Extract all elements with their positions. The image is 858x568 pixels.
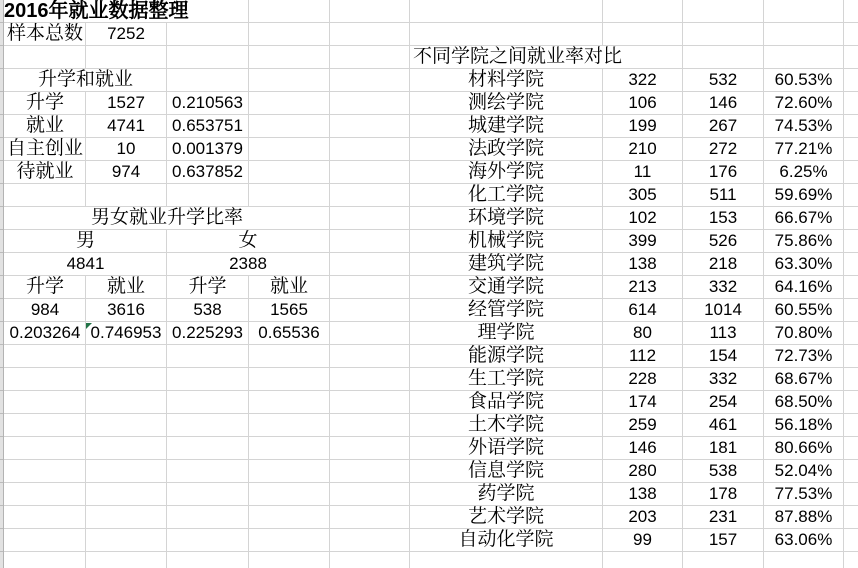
cell-college-total[interactable]: 461 <box>708 415 738 434</box>
cell-category-ratio[interactable]: 0.653751 <box>172 116 243 135</box>
cell-college-name[interactable]: 环境学院 <box>467 207 544 228</box>
cell-college-name[interactable]: 外语学院 <box>467 437 544 458</box>
cell-college-total[interactable]: 526 <box>708 231 738 250</box>
cell-college-total[interactable]: 332 <box>708 369 738 388</box>
cell-college-rate[interactable]: 68.67% <box>774 369 833 388</box>
cell-college-rate[interactable]: 6.25% <box>779 162 828 181</box>
cell-college-name[interactable]: 食品学院 <box>467 391 544 412</box>
cell-college-rate[interactable]: 59.69% <box>774 185 833 204</box>
cell-category-label[interactable]: 自主创业 <box>6 138 83 159</box>
cell-category-count[interactable]: 4741 <box>107 116 145 135</box>
cell-category-label[interactable]: 升学 <box>25 92 64 113</box>
cell-gender-subheader[interactable]: 就业 <box>106 276 145 297</box>
table-row <box>0 299 858 322</box>
error-indicator-icon <box>86 323 92 329</box>
table-row <box>0 207 858 230</box>
table-row <box>0 253 858 276</box>
cell-college-name[interactable]: 建筑学院 <box>467 253 544 274</box>
cell-college-employed[interactable]: 80 <box>633 323 652 342</box>
cell-college-rate[interactable]: 72.60% <box>774 93 833 112</box>
cell-college-employed[interactable]: 203 <box>628 507 657 526</box>
cell-college-employed[interactable]: 399 <box>628 231 657 250</box>
table-row <box>0 414 858 437</box>
cell-college-employed[interactable]: 11 <box>633 162 652 181</box>
cell-college-rate[interactable]: 68.50% <box>774 392 833 411</box>
cell-college-employed[interactable]: 99 <box>633 530 652 549</box>
cell-college-total[interactable]: 254 <box>708 392 738 411</box>
row-header-edge <box>0 0 4 568</box>
cell-college-rate[interactable]: 72.73% <box>774 346 833 365</box>
table-row <box>0 345 858 368</box>
cell-college-name[interactable]: 法政学院 <box>467 138 544 159</box>
cell-college-rate[interactable]: 60.53% <box>774 70 833 89</box>
cell-category-ratio[interactable]: 0.210563 <box>172 93 243 112</box>
cell-college-total[interactable]: 113 <box>709 323 737 342</box>
cell-college-name[interactable]: 能源学院 <box>467 345 544 366</box>
cell-category-label[interactable]: 就业 <box>25 115 64 136</box>
cell-college-employed[interactable]: 174 <box>628 392 657 411</box>
cell-college-total[interactable]: 1014 <box>704 300 742 319</box>
cell-college-name[interactable]: 海外学院 <box>467 161 544 182</box>
table-row <box>0 161 858 184</box>
cell-college-rate[interactable]: 66.67% <box>774 208 833 227</box>
cell-college-total[interactable]: 178 <box>708 484 738 503</box>
cell-category-count[interactable]: 10 <box>116 139 136 158</box>
table-row <box>0 230 858 253</box>
table-row <box>0 138 858 161</box>
cell-college-employed[interactable]: 138 <box>628 484 657 503</box>
cell-college-rate[interactable]: 87.88% <box>774 507 833 526</box>
cell-college-name[interactable]: 艺术学院 <box>467 506 544 527</box>
cell-college-employed[interactable]: 138 <box>628 254 657 273</box>
cell-college-total[interactable]: 511 <box>709 185 737 204</box>
cell-gender-subheader[interactable]: 升学 <box>25 276 64 297</box>
cell-college-name[interactable]: 信息学院 <box>467 460 544 481</box>
cell-college-rate[interactable]: 77.53% <box>774 484 833 503</box>
cell-college-rate[interactable]: 52.04% <box>774 461 833 480</box>
cell-college-rate[interactable]: 75.86% <box>774 231 833 250</box>
table-row <box>0 460 858 483</box>
cell-college-employed[interactable]: 112 <box>628 346 657 365</box>
cell-college-rate[interactable]: 63.30% <box>774 254 833 273</box>
table-row <box>0 69 858 92</box>
table-row <box>0 322 858 345</box>
cell-gender-count[interactable]: 984 <box>30 300 60 319</box>
cell-college-rate[interactable]: 60.55% <box>774 300 833 319</box>
cell-gender-subheader[interactable]: 升学 <box>188 276 227 297</box>
cell-college-employed[interactable]: 280 <box>628 461 657 480</box>
cell-college-employed[interactable]: 614 <box>628 300 657 319</box>
table-row <box>0 184 858 207</box>
cell-college-employed[interactable]: 259 <box>628 415 657 434</box>
cell-college-employed[interactable]: 146 <box>628 438 657 457</box>
cell-sample-value[interactable]: 7252 <box>107 24 145 43</box>
cell-category-label[interactable]: 待就业 <box>16 161 74 182</box>
cell-college-rate[interactable]: 74.53% <box>774 116 833 135</box>
cell-gender-count[interactable]: 538 <box>193 300 222 319</box>
table-row <box>0 506 858 529</box>
cell-college-rate[interactable]: 56.18% <box>774 415 833 434</box>
cell-college-total[interactable]: 218 <box>708 254 738 273</box>
cell-gender-subheader[interactable]: 就业 <box>269 276 308 297</box>
cell-sheet-title[interactable]: 2016年就业数据整理 <box>4 0 248 22</box>
cell-college-name[interactable]: 自动化学院 <box>458 529 554 550</box>
cell-female-label[interactable]: 女 <box>167 230 329 252</box>
cell-college-total[interactable]: 154 <box>708 346 738 365</box>
table-row <box>0 276 858 299</box>
cell-college-rate[interactable]: 70.80% <box>774 323 833 342</box>
cell-further-block-header[interactable]: 升学和就业 <box>5 69 166 91</box>
cell-college-name[interactable]: 药学院 <box>477 483 535 504</box>
cell-category-count[interactable]: 974 <box>111 162 141 181</box>
cell-category-ratio[interactable]: 0.001379 <box>172 139 243 158</box>
cell-college-total[interactable]: 231 <box>708 507 738 526</box>
table-row <box>0 115 858 138</box>
cell-college-name[interactable]: 理学院 <box>477 322 535 343</box>
cell-college-total[interactable]: 153 <box>708 208 738 227</box>
cell-college-employed[interactable]: 199 <box>628 116 657 135</box>
cell-college-name[interactable]: 机械学院 <box>467 230 544 251</box>
cell-college-name[interactable]: 经管学院 <box>467 299 544 320</box>
table-row <box>0 92 858 115</box>
table-row <box>0 368 858 391</box>
cell-colleges-header[interactable]: 不同学院之间就业率对比 <box>410 46 663 68</box>
cell-college-total[interactable]: 272 <box>708 139 738 158</box>
cell-college-name[interactable]: 城建学院 <box>467 115 544 136</box>
cell-college-rate[interactable]: 64.16% <box>774 277 833 296</box>
cell-college-employed[interactable]: 106 <box>628 93 657 112</box>
cell-college-name[interactable]: 化工学院 <box>467 184 544 205</box>
cell-college-name[interactable]: 土木学院 <box>467 414 544 435</box>
cell-sample-label[interactable]: 样本总数 <box>6 23 83 44</box>
cell-category-count[interactable]: 1527 <box>107 93 145 112</box>
cell-gender-ratio[interactable]: 0.65536 <box>258 323 320 342</box>
cell-college-total[interactable]: 332 <box>708 277 738 296</box>
cell-college-employed[interactable]: 305 <box>628 185 657 204</box>
cell-gender-ratio[interactable]: 0.203264 <box>9 323 81 342</box>
cell-college-total[interactable]: 157 <box>708 530 738 549</box>
cell-college-total[interactable]: 538 <box>708 461 738 480</box>
table-row <box>0 437 858 460</box>
cell-college-rate[interactable]: 63.06% <box>774 530 833 549</box>
cell-female-total[interactable]: 2388 <box>167 253 329 275</box>
table-row <box>0 391 858 414</box>
cell-gender-count[interactable]: 3616 <box>107 300 145 319</box>
cell-college-employed[interactable]: 102 <box>628 208 657 227</box>
cell-category-ratio[interactable]: 0.637852 <box>172 162 243 181</box>
cell-college-total[interactable]: 181 <box>708 438 738 457</box>
cell-college-employed[interactable]: 210 <box>628 139 657 158</box>
cell-college-total[interactable]: 267 <box>708 116 738 135</box>
table-row <box>0 483 858 506</box>
cell-college-total[interactable]: 176 <box>708 162 738 181</box>
cell-college-employed[interactable]: 322 <box>628 70 657 89</box>
cell-male-total[interactable]: 4841 <box>5 253 166 275</box>
cell-gender-count[interactable]: 1565 <box>270 300 308 319</box>
cell-college-total[interactable]: 532 <box>708 70 738 89</box>
cell-college-rate[interactable]: 80.66% <box>774 438 833 457</box>
cell-college-employed[interactable]: 228 <box>628 369 657 388</box>
cell-gender-block-header[interactable]: 男女就业升学比率 <box>5 207 329 229</box>
cell-college-name[interactable]: 生工学院 <box>467 368 544 389</box>
cell-college-name[interactable]: 材料学院 <box>467 69 544 90</box>
cell-college-rate[interactable]: 77.21% <box>774 139 833 158</box>
cell-gender-ratio[interactable]: 0.225293 <box>172 323 243 342</box>
cell-male-label[interactable]: 男 <box>5 230 166 252</box>
cell-college-employed[interactable]: 213 <box>628 277 657 296</box>
cell-college-total[interactable]: 146 <box>708 93 738 112</box>
cell-gender-ratio[interactable]: 0.746953 <box>90 323 162 342</box>
table-row <box>0 529 858 552</box>
cell-college-name[interactable]: 交通学院 <box>467 276 544 297</box>
cell-college-name[interactable]: 测绘学院 <box>467 92 544 113</box>
